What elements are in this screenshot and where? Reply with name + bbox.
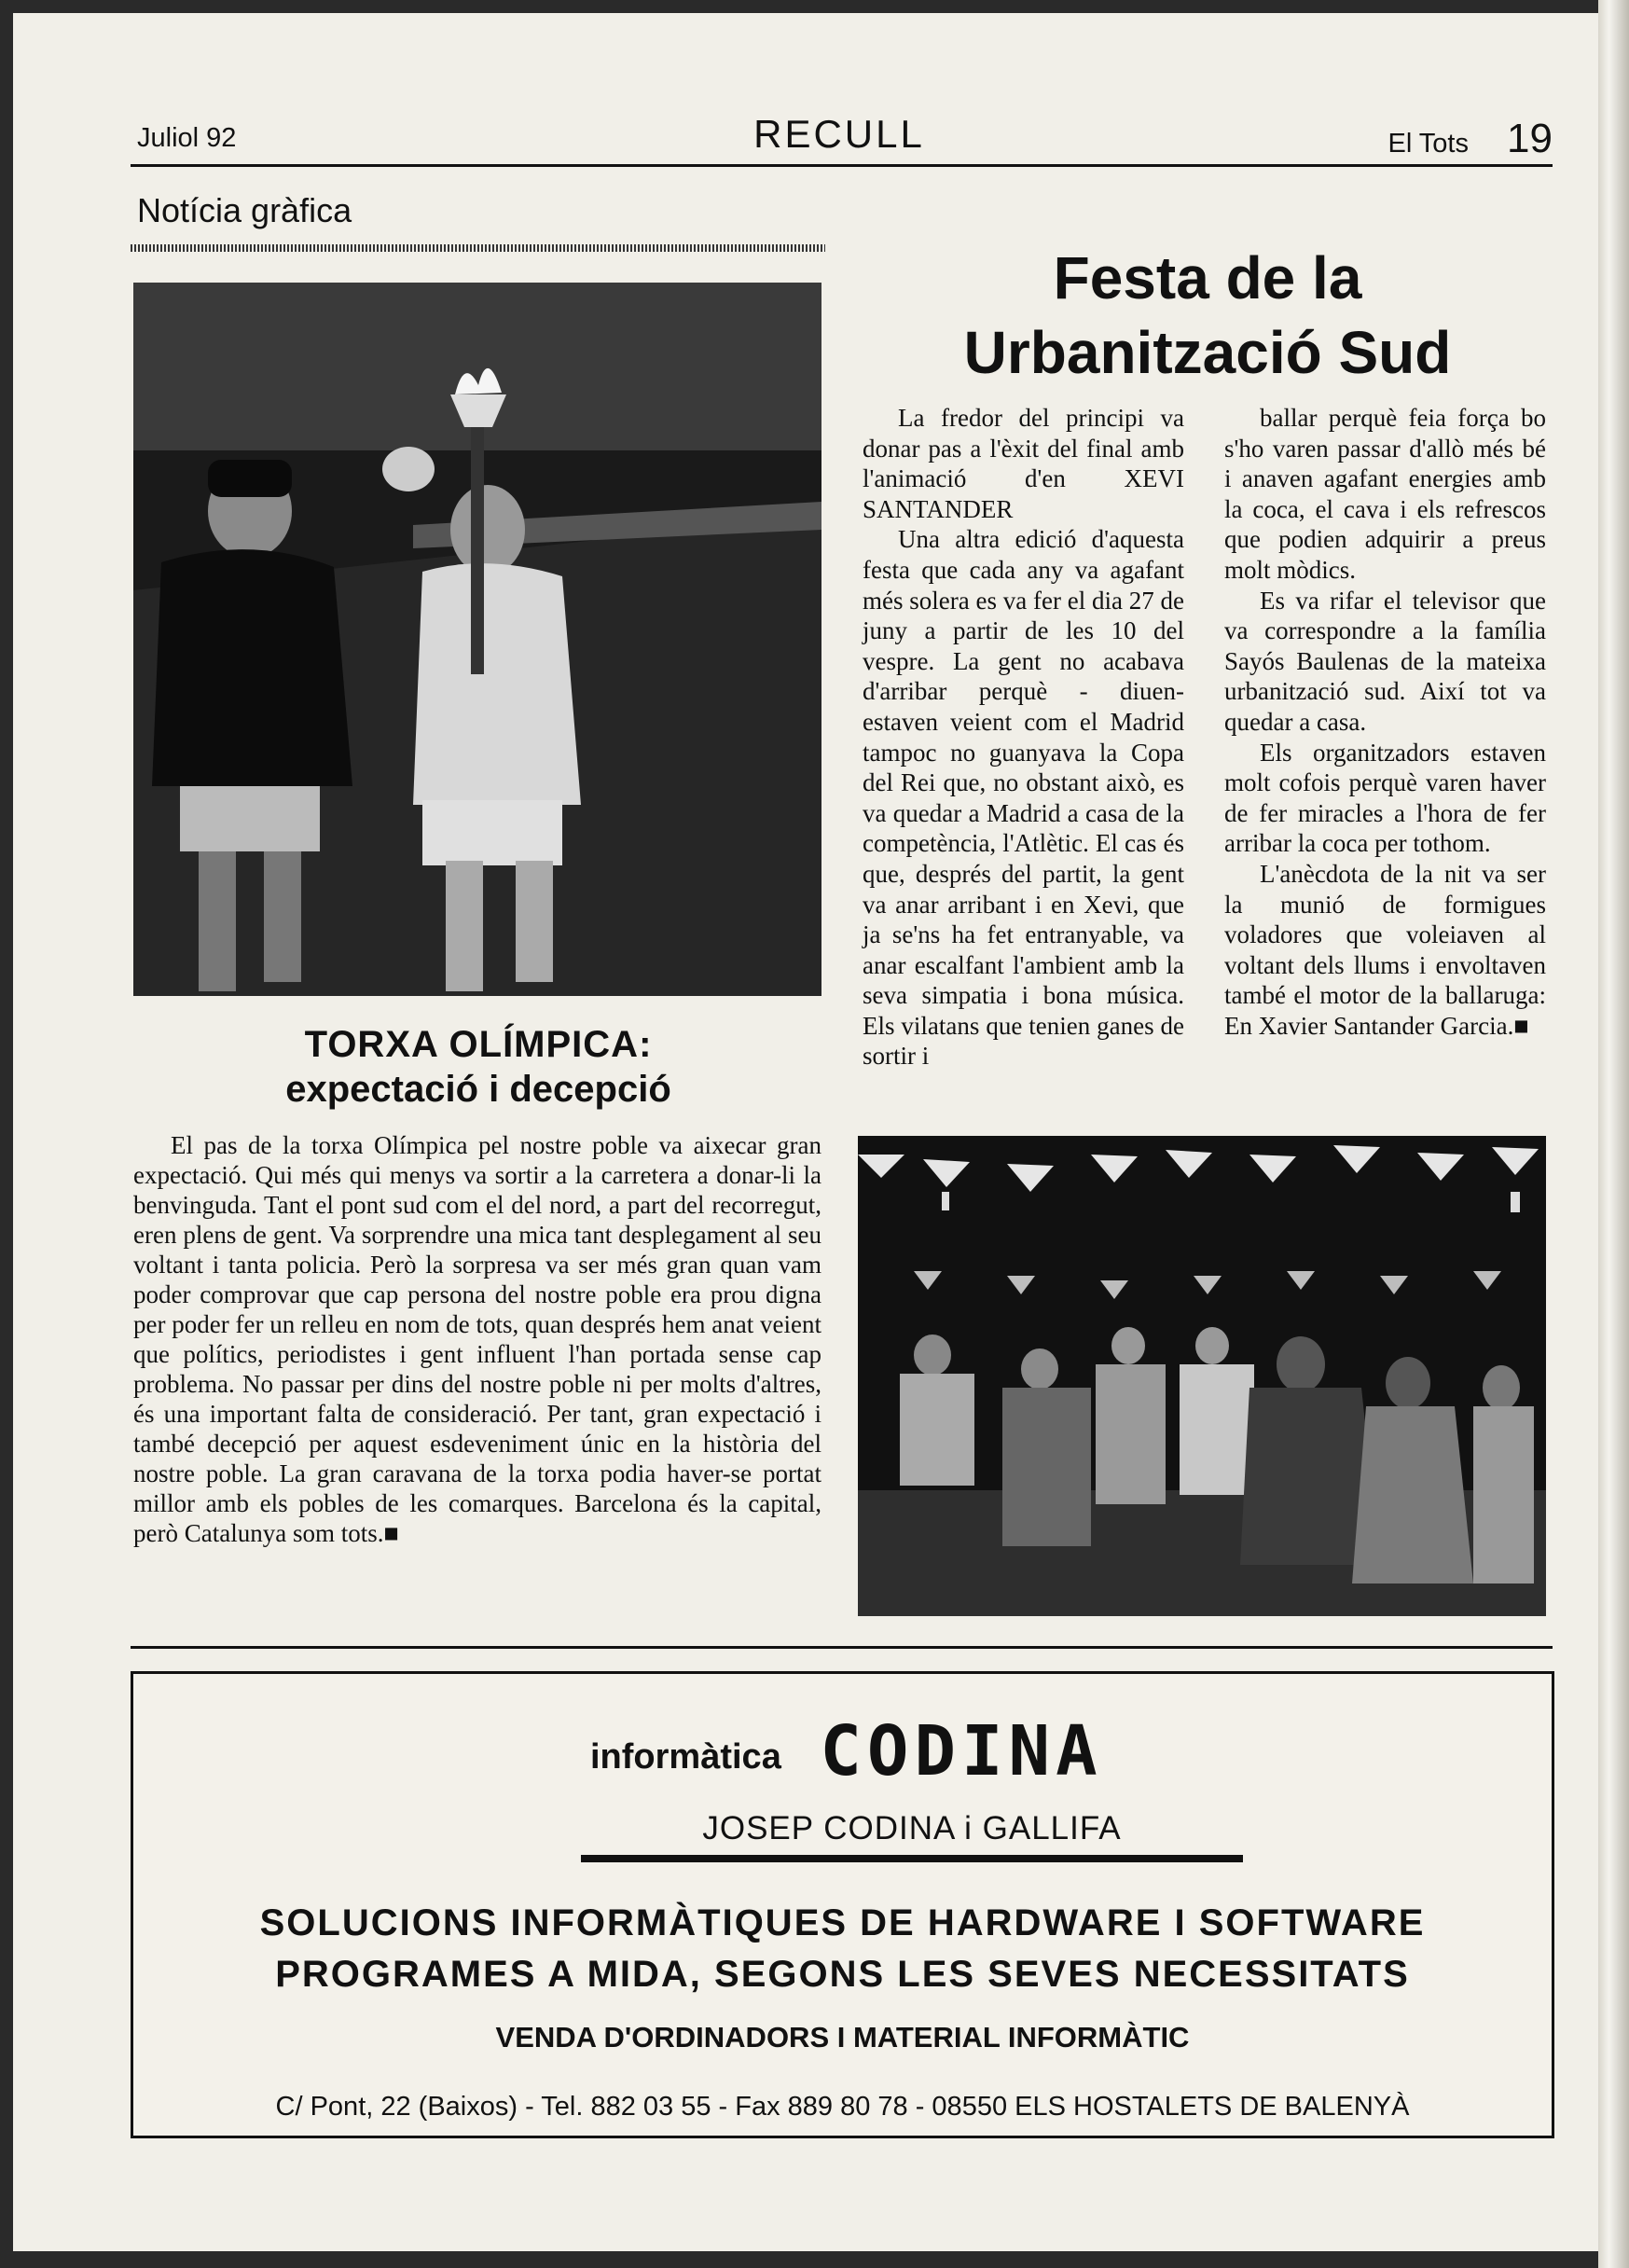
page-header xyxy=(126,112,1553,168)
festa-story-title xyxy=(872,241,1543,390)
torch-photo xyxy=(133,283,821,996)
ad-address: C/ Pont, 22 (Baixos) - Tel. 882 03 55 - Fax 889 80 78 - 08550 ELS HOSTALETS DE BALENYÀ xyxy=(275,2092,1410,2122)
festa-paragraph: Els organitzadors estaven molt cofois perquè varen haver de fer miracles a l'hora de fer arribar la coca per tothom. xyxy=(1224,738,1546,858)
festa-title-line1: Festa de la xyxy=(1053,244,1362,311)
ad-tagline-3: VENDA D'ORDINADORS I MATERIAL INFORMÀTIC xyxy=(495,2021,1190,2054)
party-photo-illustration xyxy=(858,1136,1546,1616)
torch-story-body: El pas de la torxa Olímpica pel nostre poble va aixecar gran expectació. Qui més qui menys va sortir a la carretera a donar-li la benvinguda. Tant el pont sud com el del nord, a part del recorregut, eren plens de gent. Va sorprendre una mica tant desplegament al seu voltant i tanta policia. Però la sorpresa va ser més gran quan vam poder comprovar que cap persona del nostre poble era prou digna per poder fer un relleu en nom de tots, quan després hem anat veient que polítics, periodistes i gent influent l'han portada sense cap problema. No passar per dins del nostre poble ni per molts d'altres, és una important falta de consideració. Per tant, gran expectació i també decepció per aquest esdeveniment únic en la història del nostre poble. La gran caravana de la torxa podia haver-se portat millor amb els pobles de les comarques. Barcelona és la capital, però Catalunya som tots.■ xyxy=(133,1131,821,1547)
torch-story-title: TORXA OLÍMPICA: xyxy=(304,1024,653,1065)
festa-paragraph: Una altra edició d'aquesta festa que cada any va agafant més solera es va fer el dia 27 de juny a partir de les 10 del vespre. La gent no acabava d'arribar perquè - diuen- estaven veient com el Madrid tampoc no guanyava la Copa del Rei que, no obstant això, es va quedar a Madrid a casa de la competència, l'Atlètic. El cas és que, després del partit, la gent va anar arribant i en Xevi, que ja se'ns ha fet entranyable, va anar escalfant l'ambient amb la seva simpatia i bona música. Els vilatans que tenien ganes de sortir i xyxy=(863,525,1184,1071)
ad-owner-rule xyxy=(581,1855,1243,1862)
section-title: RECULL xyxy=(753,112,925,156)
ad-owner-name: JOSEP CODINA i GALLIFA xyxy=(702,1810,1122,1846)
header-rule xyxy=(131,164,1553,167)
festa-title-line2: Urbanització Sud xyxy=(963,319,1452,386)
issue-month: Juliol 92 xyxy=(137,123,237,153)
party-photo xyxy=(858,1136,1546,1616)
codina-advertisement xyxy=(131,1671,1554,2138)
festa-paragraph: La fredor del principi va donar pas a l'èxit del final amb l'animació d'en XEVI SANTANDER xyxy=(863,404,1184,523)
ad-informatica-label: informàtica xyxy=(590,1737,781,1777)
torch-photo-illustration xyxy=(133,283,821,996)
ad-tagline-1: SOLUCIONS INFORMÀTIQUES DE HARDWARE I SOFTWARE xyxy=(259,1902,1426,1943)
page-number: 19 xyxy=(1507,116,1553,161)
torch-story-subtitle: expectació i decepció xyxy=(285,1069,671,1110)
page-spine xyxy=(1598,0,1629,2268)
festa-column-2 xyxy=(1224,403,1546,1041)
ad-top-rule xyxy=(131,1646,1553,1649)
festa-paragraph: L'anècdota de la nit va ser la munió de formigues voladores que voleiaven al voltant dels llums i envoltaven també el motor de la ballaruga: En Xavier Santander Garcia.■ xyxy=(1224,859,1546,1040)
festa-paragraph: ballar perquè feia força bo s'ho varen passar d'allò més bé i anaven agafant energies amb la coca, el cava i els refrescos que podien adquirir a preus molt mòdics. xyxy=(1224,404,1546,584)
ad-tagline-2: PROGRAMES A MIDA, SEGONS LES SEVES NECESSITATS xyxy=(275,1954,1410,1995)
kicker: Notícia gràfica xyxy=(137,191,352,229)
festa-column-1 xyxy=(863,403,1184,1072)
kicker-rule xyxy=(131,244,825,252)
festa-paragraph: Es va rifar el televisor que va correspondre a la família Sayós Baulenas de la mateixa urbanització sud. Així tot va quedar a casa. xyxy=(1224,586,1546,736)
magazine-name: El Tots xyxy=(1387,129,1469,159)
codina-logo: CODINA xyxy=(820,1711,1103,1791)
